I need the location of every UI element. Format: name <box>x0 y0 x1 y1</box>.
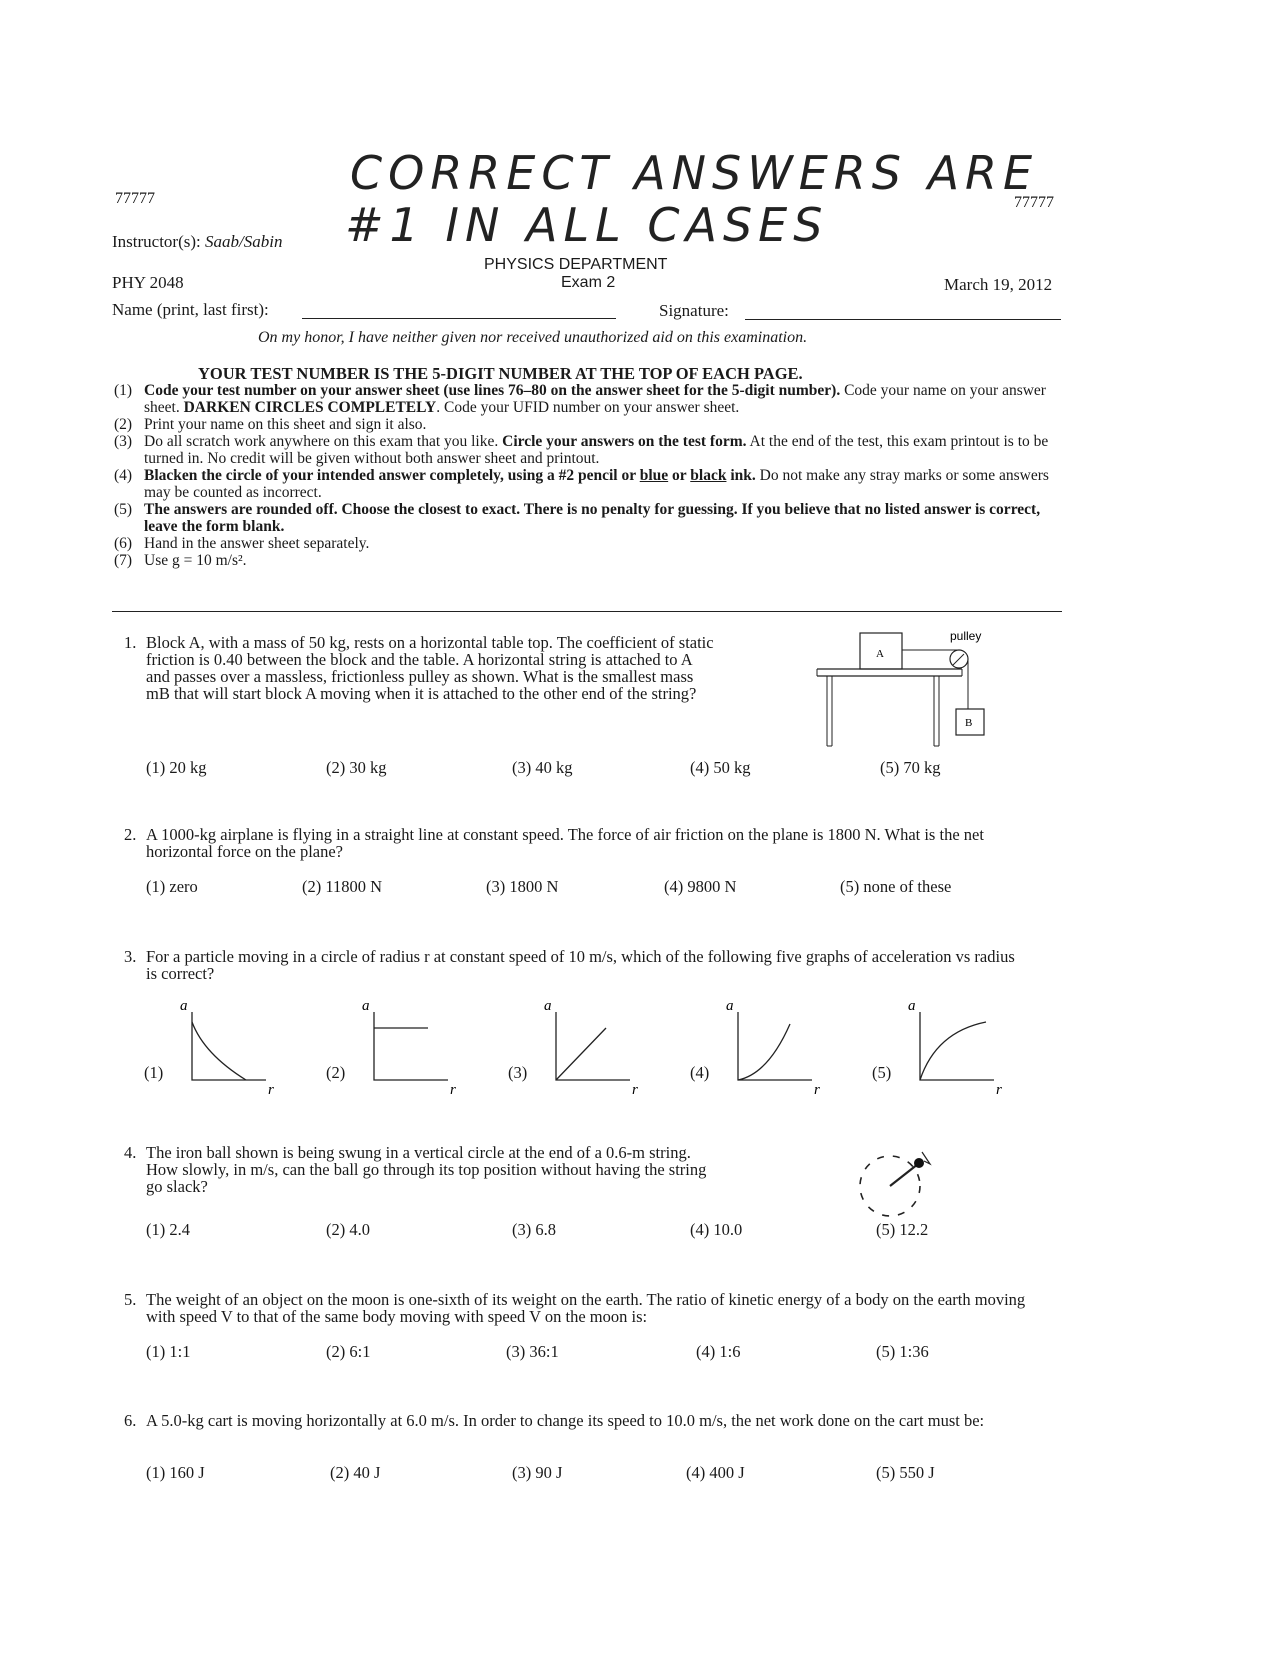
exam-date: March 19, 2012 <box>944 275 1053 294</box>
answer-choice[interactable]: (4) 50 kg <box>690 758 751 777</box>
graph-option-label[interactable]: (5) <box>872 1063 892 1082</box>
answer-choice[interactable]: (1) 160 J <box>146 1463 205 1482</box>
iron-ball <box>914 1158 924 1168</box>
question-text: The weight of an object on the moon is one-sixth of its weight on the earth. The ratio of kinetic energy of a body on the earth moving with speed V to that of the same body moving with speed V on the moon is: <box>146 1290 1026 1326</box>
question-text: The iron ball shown is being swung in a vertical circle at the end of a 0.6-m string. How slowly, in m/s, can the ball go through its top position without having the string go slack? <box>146 1143 707 1196</box>
divider <box>112 611 1062 612</box>
instruction-number: (4) <box>114 467 133 484</box>
graph-axes <box>738 1012 812 1080</box>
graph-curve <box>556 1028 606 1080</box>
pulley-label: pulley <box>950 629 982 643</box>
answer-choice[interactable]: (5) 12.2 <box>876 1220 929 1239</box>
answer-choice[interactable]: (1) 20 kg <box>146 758 207 777</box>
answer-choice[interactable]: (5) 550 J <box>876 1463 935 1482</box>
answer-choice[interactable]: (3) 36:1 <box>506 1342 559 1361</box>
answer-choice[interactable]: (5) none of these <box>840 877 952 896</box>
answer-choice[interactable]: (3) 90 J <box>512 1463 563 1482</box>
handwritten-note-line2: #1 IN ALL CASES <box>345 198 829 252</box>
instruction-text: Code your name on your answer sheet. <box>144 382 1046 416</box>
question-number: 4. <box>124 1143 137 1162</box>
test-number-right: 77777 <box>1014 194 1054 211</box>
graph-5[interactable] <box>908 998 1020 1098</box>
answer-choice[interactable]: (2) 4.0 <box>326 1220 370 1239</box>
block-a-label: A <box>876 648 884 660</box>
pulley-diagram <box>812 628 992 752</box>
graph-1[interactable] <box>180 998 292 1098</box>
graph-axes <box>556 1012 630 1080</box>
honor-statement: On my honor, I have neither given nor received unauthorized aid on this examination. <box>258 329 808 346</box>
answer-choice[interactable]: (2) 11800 N <box>302 877 383 896</box>
instruction-number: (5) <box>114 501 133 518</box>
y-axis-label: a <box>726 998 734 1014</box>
answer-choice[interactable]: (2) 6:1 <box>326 1342 371 1361</box>
instruction-item <box>114 535 1062 552</box>
answer-choice[interactable]: (5) 70 kg <box>880 758 941 777</box>
instruction-text: The answers are rounded off. Choose the closest to exact. There is no penalty for guessing. If you believe that no listed answer is correct, leave the form blank. <box>144 501 1041 535</box>
instruction-text: blue <box>639 467 669 484</box>
instruction-text: Do not make any stray marks or some answers may be counted as incorrect. <box>144 467 1049 501</box>
graph-2[interactable] <box>362 998 474 1098</box>
instruction-item <box>114 501 1062 535</box>
x-axis-label: r <box>814 1082 820 1098</box>
instruction-text: Do all scratch work anywhere on this exam that you like. <box>144 433 503 450</box>
graph-4[interactable] <box>726 998 838 1098</box>
answer-choice[interactable]: (5) 1:36 <box>876 1342 929 1361</box>
graph-axes <box>374 1012 448 1080</box>
question-number: 2. <box>124 825 137 844</box>
instructions-list <box>114 382 1062 569</box>
handwritten-note-line1: CORRECT ANSWERS ARE <box>350 146 1039 200</box>
question-number: 3. <box>124 947 137 966</box>
instruction-number: (2) <box>114 416 133 433</box>
question-text: For a particle moving in a circle of radius r at constant speed of 10 m/s, which of the following five graphs of acceleration vs radius is correct? <box>146 947 1015 983</box>
graph-option-label[interactable]: (4) <box>690 1063 710 1082</box>
instruction-number: (6) <box>114 535 133 552</box>
answer-choice[interactable]: (4) 1:6 <box>696 1342 741 1361</box>
instructor-label: Instructor(s): <box>112 232 201 251</box>
instruction-text: Print your name on this sheet and sign it also. <box>144 416 427 433</box>
y-axis-label: a <box>362 998 370 1014</box>
instruction-number: (3) <box>114 433 133 450</box>
graph-3[interactable] <box>544 998 656 1098</box>
instruction-text: At the end of the test, this exam printout is to be turned in. No credit will be given without both answer sheet and printout. <box>144 433 1049 467</box>
y-axis-label: a <box>544 998 552 1014</box>
instruction-item <box>114 467 1062 501</box>
graph-curve <box>738 1024 790 1080</box>
string <box>890 1164 918 1186</box>
graph-axes <box>192 1012 266 1080</box>
signature-label: Signature: <box>659 301 729 320</box>
block-b-label: B <box>965 717 973 729</box>
answer-choice[interactable]: (4) 400 J <box>686 1463 745 1482</box>
y-axis-label: a <box>180 998 188 1014</box>
instruction-text: DARKEN CIRCLES COMPLETELY <box>183 399 437 416</box>
course: PHY 2048 <box>112 273 184 292</box>
answer-choice[interactable]: (3) 1800 N <box>486 877 559 896</box>
question-number: 6. <box>124 1411 137 1430</box>
instructions-title: YOUR TEST NUMBER IS THE 5-DIGIT NUMBER AT THE TOP OF EACH PAGE. <box>198 364 803 383</box>
swinging-ball-diagram <box>850 1140 940 1230</box>
instruction-number: (1) <box>114 382 133 399</box>
question-number: 5. <box>124 1290 137 1309</box>
answer-choice[interactable]: (4) 9800 N <box>664 877 737 896</box>
name-label: Name (print, last first): <box>112 300 269 319</box>
instructor-names: Saab/Sabin <box>205 232 283 251</box>
x-axis-label: r <box>632 1082 638 1098</box>
instruction-item <box>114 382 1062 416</box>
graph-option-label[interactable]: (2) <box>326 1063 346 1082</box>
graph-curve <box>192 1022 246 1080</box>
answer-choice[interactable]: (1) 2.4 <box>146 1220 190 1239</box>
answer-choice[interactable]: (4) 10.0 <box>690 1220 743 1239</box>
question-text: A 1000-kg airplane is flying in a straight line at constant speed. The force of air friction on the plane is 1800 N. What is the net horizontal force on the plane? <box>146 825 984 861</box>
instruction-text: Circle your answers on the test form. <box>502 433 747 450</box>
answer-choice[interactable]: (1) zero <box>146 877 198 896</box>
exam-title: Exam 2 <box>561 274 616 291</box>
x-axis-label: r <box>996 1082 1002 1098</box>
instruction-text: black <box>690 467 727 484</box>
graph-option-label[interactable]: (1) <box>144 1063 164 1082</box>
signature-field[interactable] <box>745 319 1061 320</box>
answer-choice[interactable]: (1) 1:1 <box>146 1342 191 1361</box>
question-text: A 5.0-kg cart is moving horizontally at 6.0 m/s. In order to change its speed to 10.0 m/s, the net work done on the cart must be: <box>146 1411 985 1430</box>
instruction-text: ink. <box>726 467 756 484</box>
instruction-item <box>114 552 1062 569</box>
x-axis-label: r <box>268 1082 274 1098</box>
instructor-line <box>112 232 282 252</box>
question-number: 1. <box>124 633 137 652</box>
y-axis-label: a <box>908 998 916 1014</box>
answer-choice[interactable]: (3) 6.8 <box>512 1220 556 1239</box>
name-field[interactable] <box>302 318 616 319</box>
test-number-left: 77777 <box>115 190 155 207</box>
instruction-text: or <box>668 467 691 484</box>
instruction-text: Blacken the circle of your intended answer completely, using a #2 pencil or <box>144 467 640 484</box>
instruction-item <box>114 416 1062 433</box>
x-axis-label: r <box>450 1082 456 1098</box>
graph-curve <box>920 1022 986 1080</box>
answer-choice[interactable]: (3) 40 kg <box>512 758 573 777</box>
instruction-text: Hand in the answer sheet separately. <box>144 535 370 552</box>
answer-choice[interactable]: (2) 40 J <box>330 1463 381 1482</box>
instruction-text: Code your test number on your answer sheet (use lines 76–80 on the answer sheet for the 5-digit number). <box>144 382 841 399</box>
graph-option-label[interactable]: (3) <box>508 1063 528 1082</box>
department: PHYSICS DEPARTMENT <box>484 256 668 273</box>
instruction-number: (7) <box>114 552 133 569</box>
question-text: Block A, with a mass of 50 kg, rests on a horizontal table top. The coefficient of static friction is 0.40 between the block and the table. A horizontal string is attached to A and passes over a massless, frictionless pulley as shown. What is the smallest mass mB that will start block A moving when it is attached to the other end of the string? <box>146 633 714 703</box>
instruction-item <box>114 433 1062 467</box>
instruction-text: Use g = 10 m/s². <box>144 552 247 569</box>
answer-choice[interactable]: (2) 30 kg <box>326 758 387 777</box>
instruction-text: . Code your UFID number on your answer sheet. <box>436 399 740 416</box>
